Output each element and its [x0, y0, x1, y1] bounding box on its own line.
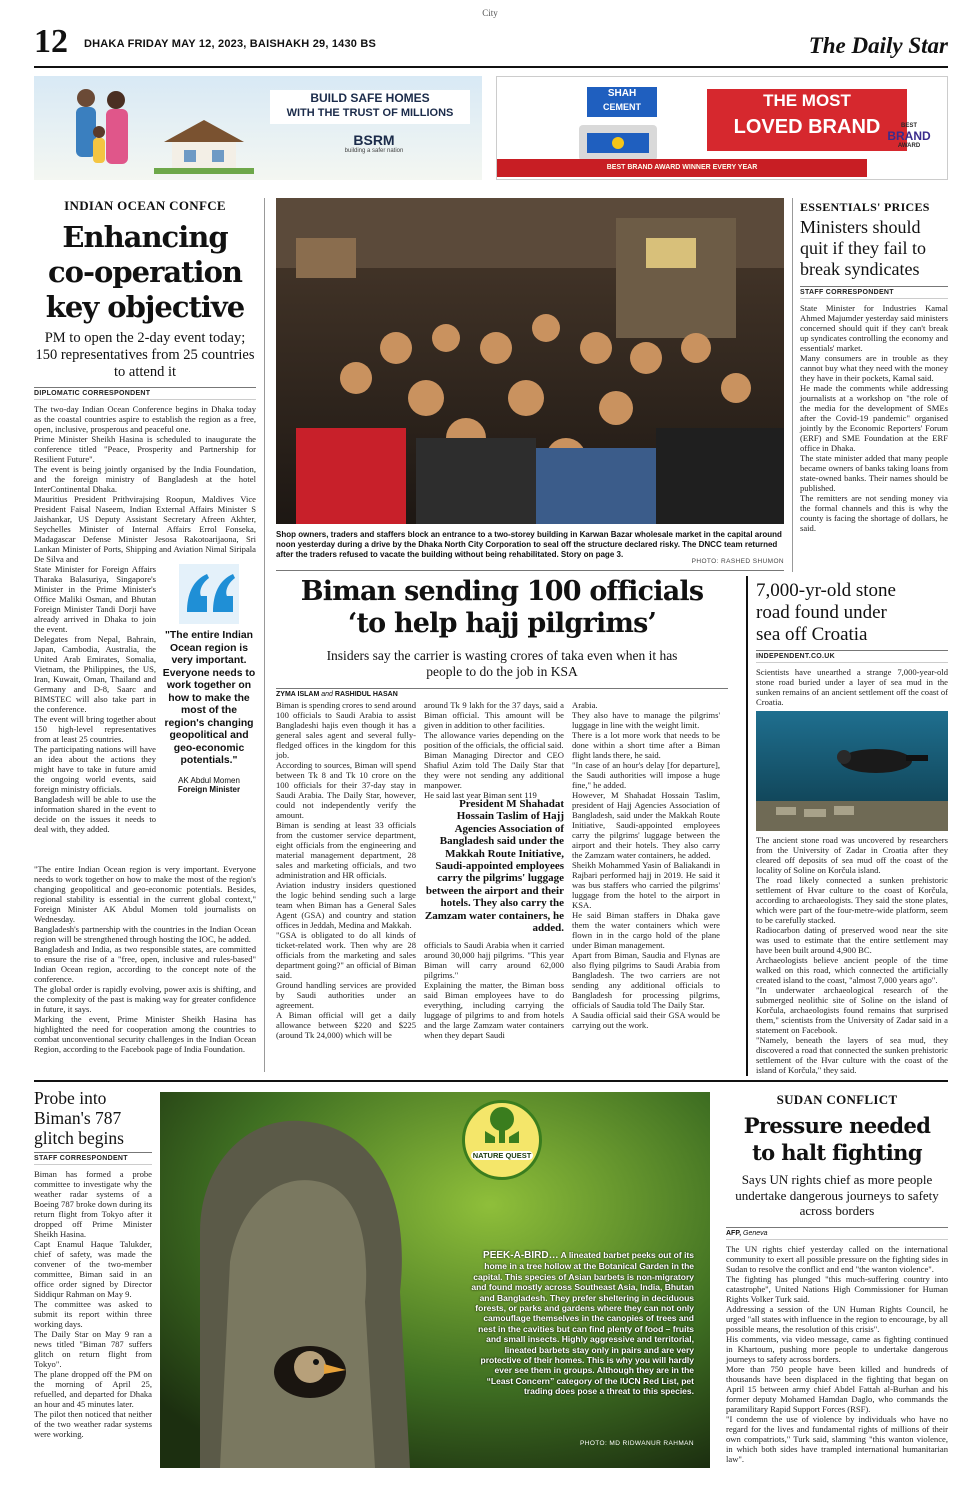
shah-cement-ad[interactable] [496, 76, 948, 180]
quote-marks-icon [179, 564, 239, 624]
photo-credit: PHOTO: RASHED SHUMON [691, 558, 784, 565]
biman-headline [276, 576, 728, 640]
sudan-headline-line2: to halt fighting [752, 1140, 922, 1165]
sudan-headline-line1: Pressure needed [743, 1113, 931, 1138]
probe-headline-line2: Biman's 787 [34, 1108, 122, 1128]
probe-headline-line3: glitch begins [34, 1128, 124, 1148]
cement-bag-image [575, 119, 661, 163]
section-label: City [482, 8, 498, 18]
rule-biman-top [276, 570, 784, 571]
biman-pullquote: President M Shahadat Hossain Taslim of Hajj Agencies Association of Bangladesh said under the Makkah Route Initiative, Saudi-appointed employees carry the pilgrims' luggage between the airport and their hotels. They also carry the Zamzam water containers, he added. [424, 798, 564, 935]
loved-brand-headline [707, 89, 907, 151]
ad-line2: WITH THE TRUST OF MILLIONS [286, 107, 454, 119]
best-brand-badge [879, 123, 939, 167]
ioc-body-bottom: "The entire Indian Ocean region is very important. Everyone needs to work together on how to make the most of the region's changing geopolitical and geo-economic potentials. Besides, regional stability is essential in the current global context," Foreign Minister AK Abdul Momen told journalists on Wednesday. Bangladesh's partnership with the countries in the Indian Ocean region will be strengthened through hosting the IOC, he added. Bangladesh and India, as two responsible states, are committed to ensure the rise of a "free, open, inclusive and rules-based" Indian Ocean region, according to the concept note of the conference. The global order is rapidly evolving, power axis is shifting, and the complexity of the past is making way for greater confidence in future, it says. Marking the event, Prime Minister Sheikh Hasina has highlighted the need for cooperation among the countries to combat unconventional security challenges in the Indian Ocean Region, according to the Facebook page of India Foundation. [34, 864, 256, 1054]
loved-line1: THE MOST [763, 91, 851, 110]
tree-hands-icon [465, 1103, 539, 1147]
bsrm-tagline: building a safer nation [344, 148, 404, 154]
nature-quest-label: NATURE QUEST [472, 1151, 532, 1160]
biman-col3: Arabia. They also have to manage the pilgrims' luggage in line with the weight limit. There is a lot more work that needs to be done within a short time after a Biman flight lands there, he said. "In case of an hour's delay [for departure], the Saudi authorities will impose a huge fine," he added. However, M Shahadat Hossain Taslim, president of Hajj Agencies Association of Bangladesh, said under the Makkah Route Initiative, Saudi-appointed employees carry the pilgrims' luggage between the airport and their hotels. They also carry the Zamzam water containers, he added. Sheikh Mohammed Yasin of Baliakandi in Rajbari performed hajj in 2019. He said it was bus staffers who carried the pilgrims' luggage from the hotel to the airport in KSA. He said Biman staffers in Dhaka gave them the water containers which were flown in in the cargo hold of the plane under Biman management. Apart from Biman, Saudia and Flynas are also flying pilgrims to Saudi Arabia from Bangladesh. The two carriers are not sending any additional officials to Bangladesh for processing pilgrims, officials of Saudia told The Daily Star. A Saudia official said their GSA would be carrying out the work. [572, 700, 720, 1030]
biman-col1: Biman is spending crores to send around 100 officials to Saudi Arabia to assist Bangladeshi hajis even though it has a general sales agent and several fully-fledged offices in the kingdom for this job. According to sources, Biman will spend between Tk 8 and Tk 10 crore on the 100 officials for their 37-day stay in Saudi Arabia. The Daily Star, however, could not independently verify the amount. Biman is sending at least 33 officials from the customer service department, eight officials from the engineering and material management department, 28 sales and marketing officials, and two administration and HR officials. Aviation industry insiders questioned the logic behind sending such a large team when Biman has a General Sales Agent (GSA) and country and station offices in Jeddah, Medina and Makkah. "GSA is obligated to do all kinds of ticket-related work. Then why are 28 officials from the marketing and sales department going?" an official of Biman said. Ground handling services are provided by Saudi authorities under an agreement. A Biman official will get a daily allowance between $220 and $225 (around Tk 24,000) which will be [276, 700, 416, 1040]
bsrm-ad[interactable] [34, 76, 482, 180]
essentials-article [800, 200, 948, 573]
col-divider-3 [746, 576, 748, 1076]
croatia-headline [756, 580, 948, 646]
sudan-dateline: Geneva [743, 1229, 768, 1237]
badge-bottom: AWARD [897, 143, 921, 149]
probe-headline-line1: Probe into [34, 1088, 107, 1108]
biman-byline-a: ZYMA ISLAM [276, 691, 320, 698]
page-number: 12 [34, 23, 68, 60]
nature-caption-text: A lineated barbet peeks out of its home in a tree hollow at the Botanical Garden in the capital. This species of Asian barbets is non-migratory and found mostly across Southeast Asia, India, Bhutan and Bangladesh. They prefer sheltering in deciduous forests, or parks and gardens where they can not only camouflage themselves in the canopies of trees and nest in the cavities but can find plenty of food – fruits and small insects. Highly aggressive and territorial, lineated barbets stay only in pairs and are very protective of their homes. This is why you will hardly ever see them in groups. Although they are in the “Least Concern” category of the IUCN Red List, pet trading does pose a threat to this species. [471, 1250, 694, 1397]
dateline: DHAKA FRIDAY MAY 12, 2023, BAISHAKH 29, 1430 BS [84, 38, 377, 50]
sudan-article [726, 1092, 948, 1476]
ioc-headline-line2: co-operation [47, 255, 243, 289]
sudan-byline-row [726, 1227, 948, 1240]
shah-cement-logo [587, 87, 657, 117]
award-footer: BEST BRAND AWARD WINNER EVERY YEAR [497, 159, 867, 177]
bsrm-logo [324, 132, 424, 154]
ioc-body-mid: State Minister for Foreign Affairs Tharaka Balasuriya, Singapore's Minister in the Prime Minister's Office Maliki Osman, and Bhutan Foreign Minister Tandi Dorji have already arrived in Dhaka to join the event. Delegates from Nepal, Bahrain, Japan, Cambodia, Australia, the United Arab Emirates, Somalia, Vietnam, the Philippines, the US, Iran, Kuwait, Oman, Thailand and Germany and D-8, Saarc and BIMSTEC will also take part in the conference. The event will bring together about 150 high-level representatives from at least 25 countries. The participating nations will have an idea about the actions they might have to take in future amid the ongoing world events, said foreign ministry officials. Bangladesh will be able to use the information shared in the event to decide on the issues it needs to deal with, they added. [34, 564, 156, 834]
probe-body: Biman has formed a probe committee to investigate why the weather radar systems of a Boeing 787 broke down during its return flight from Tokyo after it dropped off Prime Minister Sheikh Hasina. Capt Enamul Haque Talukder, chief of safety, was made the convener of the two-member committee, Biman said in an office order signed by Director Siddiqur Rahman on May 9. The committee was asked to submit its report within three working days. The Daily Star on May 9 ran a news titled "Biman 787 suffers glitch on return flight from Tokyo". The plane dropped off the PM on the morning of April 25, refuelled, and departed for Dhaka an hour and 45 minutes later. The pilot then noticed that neither of the two weather radar systems were working. [34, 1169, 152, 1439]
essentials-kicker: ESSENTIALS' PRICES [800, 200, 930, 214]
biman-deck: Insiders say the carrier is wasting crores of taka even when it has people to do the job in KSA [326, 648, 678, 679]
ad-headline-box [270, 90, 470, 124]
ioc-headline-line1: Enhancing [62, 220, 228, 254]
ad-family-figures [64, 82, 144, 180]
sudan-kicker: SUDAN CONFLICT [776, 1092, 898, 1107]
loved-line2: LOVED BRAND [733, 116, 881, 138]
masthead-rule [34, 66, 948, 68]
col-divider-2 [792, 198, 793, 572]
biman-headline-line1: Biman sending 100 officials [300, 576, 704, 607]
ioc-deck: PM to open the 2-day event today; 150 representatives from 25 countries to attend it [35, 330, 255, 380]
croatia-headline-line2: road found under [756, 602, 887, 623]
badge-mid: BRAND [887, 129, 931, 143]
croatia-body: The ancient stone road was uncovered by researchers from the University of Zadar in Croatia after they cleared off deposits of sea mud off the coast of the locality of Soline on Korčula island. The road likely connected a sunken prehistoric settlement of Hvar culture to the coast of Korčula, according to archaeologists. They said the stone plates, which were part of the four-metre-wide platform, seem to be carefully stacked. Radiocarbon dating of preserved wood near the site was used to estimate that the entire settlement may have been built around 4,900 BC. Archaeologists believe ancient people of the time walked on this road, which connected the artificially created island to the coast, "almost 7,000 years ago". "In underwater archaeological research of the submerged neolithic site of Soline on the island of Korčula, archaeologists found remains that surprised them," scientists from the University of Zadar said in a statement on Facebook. "Namely, beneath the layers of sea mud, they discovered a road that connected the sunken prehistoric settlement of the Hvar culture with the coast of the island of Korčula," they said. [756, 835, 948, 1075]
ioc-headline [34, 220, 256, 325]
masthead-logo: The Daily Star [808, 33, 948, 58]
rule-lower [34, 1080, 948, 1082]
croatia-headline-line1: 7,000-yr-old stone [756, 580, 896, 601]
nature-caption [470, 1250, 694, 1397]
ioc-body-top: The two-day Indian Ocean Conference begins in Dhaka today as the coastal countries aspire to establish the region as a free, open, inclusive, prosperous and peaceful one. Prime Minister Sheikh Hasina is scheduled to inaugurate the conference titled "Peace, Prosperity and Partnership for Resilient Future". The event is being jointly organised by the India Foundation, and the foreign ministry of Bangladesh at the hotel InterContinental Dhaka. Mauritius President Prithvirajsing Roopun, Maldives Vice President Faisal Naseem, Indian External Affairs Minister S Jaishankar, US Deputy Assistant Secretary Afreen Akhter, Seychelles Minister of Internal Affairs Errol Fonseka, Madagascar Defense Minister Jesosa Rakotoarijaona, Sri Lankan Minister of Ports, Shipping and Aviation Nimal Siripala De Silva and [34, 404, 256, 564]
nature-credit: PHOTO: MD RIDWANUR RAHMAN [580, 1440, 694, 1447]
ioc-article [34, 198, 256, 1072]
biman-article [276, 576, 728, 1076]
essentials-headline-line3: break syndicates [800, 259, 920, 279]
sudan-byline: AFP, [726, 1229, 742, 1237]
quote-name: AK Abdul Momen [178, 775, 240, 785]
ioc-headline-line3: key objective [45, 290, 245, 324]
nature-quest-badge [462, 1100, 542, 1180]
quote-text: "The entire Indian Ocean region is very important. Everyone needs to work together on how to make the most of the region's changing geopolitical and geo-economic potentials." [162, 630, 256, 766]
shah-line1: SHAH [607, 88, 637, 99]
essentials-byline: STAFF CORRESPONDENT [800, 286, 948, 299]
probe-headline [34, 1088, 152, 1148]
essentials-headline-line1: Ministers should [800, 217, 921, 237]
probe-article [34, 1088, 152, 1469]
shah-line2: CEMENT [603, 102, 641, 112]
badge-top: BEST [900, 123, 917, 129]
biman-byline-and: and [321, 691, 333, 698]
biman-col2-top: around Tk 9 lakh for the 37 days, said a Biman official. This amount will be given in addition to other facilities. The allowance varies depending on the position of the officials, the official said. Biman Managing Director and CEO Shafiul Azim told The Daily Star that they were not sending any additional manpower. He said last year Biman sent 119 [424, 700, 564, 800]
biman-byline-b: RASHIDUL HASAN [334, 691, 398, 698]
quote-title: Foreign Minister [177, 784, 241, 794]
karwan-bazar-photo[interactable] [276, 198, 784, 524]
croatia-article [756, 580, 948, 1075]
biman-col2-bottom: officials to Saudi Arabia when it carried around 30,000 hajj pilgrims. "This year Biman will carry around 62,000 pilgrims." Explaining the matter, the Biman boss said Biman employees have to do everything, including carrying the luggage of pilgrims to and from hotels and the large Zamzam water containers when they depart Saudi [424, 940, 564, 1041]
croatia-headline-line3: sea off Croatia [756, 624, 868, 645]
quote-box [162, 564, 256, 862]
essentials-headline [800, 217, 948, 280]
diver-photo[interactable] [756, 711, 948, 831]
sudan-deck: Says UN rights chief as more people undertake dangerous journeys to safety across borders [735, 1172, 939, 1218]
photo-caption: Shop owners, traders and staffers block an entrance to a two-storey building in Karwan Bazar wholesale market in the capital around noon yesterday during a drive by the Dhaka North City Corporation to seal off the structure declared risky. The DNCC team returned after the traders refused to vacate the building without being rehabilitated. Story on page 3. [276, 530, 782, 559]
croatia-byline: INDEPENDENT.CO.UK [756, 650, 948, 663]
croatia-intro: Scientists have unearthed a strange 7,000-year-old stone road buried under a layer of sea mud in the sunken remains of an ancient settlement off the coast of Croatia. [756, 667, 948, 707]
ad-house-image [154, 114, 254, 174]
essentials-body: State Minister for Industries Kamal Ahmed Majumder yesterday said ministers concerned should quit if they can't break up syndicates controlling the economy and essentials' market. Many consumers are in trouble as they cannot buy what they need with the money they have in their pockets, Kamal said. He made the comments while addressing journalists at a workshop on "the role of the media for the development of SMEs after the Covid-19 pandemic" organised jointly by the Economic Reporters' Forum (ERF) and SME Foundation at the ERF office in Dhaka. The state minister added that many people became owners of banks taking loans from state-owned banks. Their names should be published. The remitters are not sending money via the formal channels and this is why the county is facing the shortage of dollars, he said. [800, 303, 948, 533]
sudan-headline [726, 1112, 948, 1166]
biman-headline-line2: ‘to help hajj pilgrims’ [347, 608, 657, 639]
bsrm-brand: BSRM [353, 132, 395, 148]
ioc-kicker: INDIAN OCEAN CONFCE [64, 198, 226, 213]
probe-byline: STAFF CORRESPONDENT [34, 1152, 152, 1165]
biman-byline-row [276, 688, 728, 698]
nature-lead: PEEK-A-BIRD… [483, 1250, 559, 1261]
essentials-headline-line2: quit if they fail to [800, 238, 926, 258]
col-divider-1 [264, 198, 265, 1072]
ad-line1: BUILD SAFE HOMES [310, 91, 430, 105]
sudan-body: The UN rights chief yesterday called on the international community to exert all possible pressure on the fighting sides in Sudan to resolve the conflict and end "the wanton violence". The fighting has plunged "this much-suffering country into catastrophe", United Nations High Commissioner for Human Rights Volker Turk said. Addressing a session of the UN Human Rights Council, he urged "all states with influence in the region to encourage, by all possible means, the resolution of this crisis". His comments, via video message, came as fighting continued in Khartoum, pushing more people to undertake dangerous journeys to safety across borders. More than 750 people have been killed and hundreds of thousands have been displaced in the fighting that began on April 15 between army chief Abdel Fattah al-Burhan and his former deputy Mohamed Hamdan Daglo, who commands the paramilitary Rapid Support Forces (RSF). "I condemn the use of violence by individuals who have no regard for the lives and fundamental rights of millions of their own compatriots," Turk said, slamming "this wanton violence, in which both sides have trampled international humanitarian law". [726, 1243, 948, 1464]
ioc-byline: DIPLOMATIC CORRESPONDENT [34, 387, 256, 400]
